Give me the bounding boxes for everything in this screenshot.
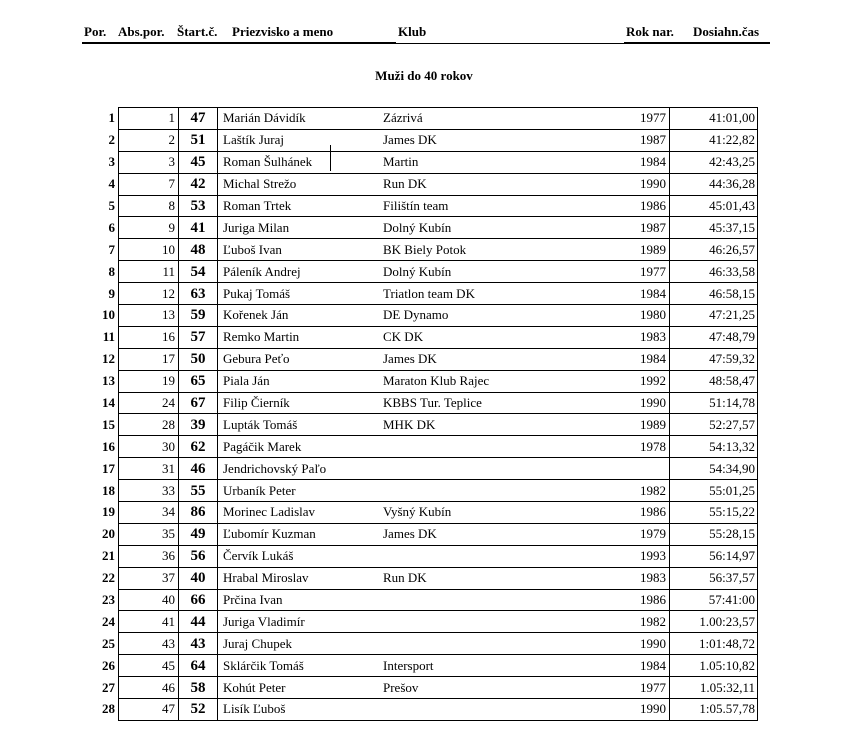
rank-cell: 27 (102, 679, 115, 695)
absolute-rank-cell: 28 (119, 414, 179, 436)
birth-year-cell: 1984 (612, 151, 670, 173)
start-number-cell: 54 (179, 261, 218, 283)
finish-time-cell: 51:14,78 (670, 392, 758, 414)
absolute-rank-cell: 16 (119, 326, 179, 348)
absolute-rank-cell: 36 (119, 545, 179, 567)
club-cell: Zázrivá (383, 108, 612, 130)
finish-time-cell: 47:21,25 (670, 305, 758, 327)
club-cell: MHK DK (383, 414, 612, 436)
table-row (80, 589, 758, 611)
start-number-cell: 67 (179, 392, 218, 414)
finish-time-cell: 55:15,22 (670, 502, 758, 524)
name-cell: Michal Strežo (218, 173, 384, 195)
club-cell: Dolný Kubín (383, 217, 612, 239)
start-number-cell: 59 (179, 305, 218, 327)
finish-time-cell: 45:01,43 (670, 195, 758, 217)
rank-cell: 3 (108, 154, 115, 170)
club-cell: KBBS Tur. Teplice (383, 392, 612, 414)
club-cell: James DK (383, 523, 612, 545)
club-cell: Vyšný Kubín (383, 502, 612, 524)
finish-time-cell: 1.05:32,11 (670, 677, 758, 699)
finish-time-cell: 54:34,90 (670, 458, 758, 480)
finish-time-cell: 1.05:10,82 (670, 655, 758, 677)
club-cell (383, 436, 612, 458)
club-cell: James DK (383, 348, 612, 370)
birth-year-cell (612, 458, 670, 480)
rank-cell: 11 (102, 329, 115, 345)
rank-cell: 22 (102, 570, 115, 586)
start-number-cell: 58 (179, 677, 218, 699)
rank-cell: 18 (102, 482, 115, 498)
start-number-cell: 52 (179, 699, 218, 721)
finish-time-cell: 57:41:00 (670, 589, 758, 611)
club-cell (383, 589, 612, 611)
name-cell: Morinec Ladislav (218, 502, 384, 524)
header-underline-right (624, 42, 770, 44)
start-number-cell: 47 (179, 108, 218, 130)
finish-time-cell: 55:01,25 (670, 480, 758, 502)
table-row (80, 677, 758, 699)
birth-year-cell: 1986 (612, 589, 670, 611)
birth-year-cell: 1990 (612, 633, 670, 655)
rank-cell: 8 (108, 263, 115, 279)
name-cell: Roman Šulhánek (218, 151, 384, 173)
rank-cell: 6 (108, 219, 115, 235)
absolute-rank-cell: 1 (119, 108, 179, 130)
rank-cell: 4 (108, 176, 115, 192)
rank-cell: 26 (102, 657, 115, 673)
rank-cell: 17 (102, 460, 115, 476)
birth-year-cell: 1980 (612, 305, 670, 327)
birth-year-cell: 1990 (612, 699, 670, 721)
table-row (80, 436, 758, 458)
birth-year-cell: 1977 (612, 108, 670, 130)
club-cell: Prešov (383, 677, 612, 699)
absolute-rank-cell: 2 (119, 129, 179, 151)
birth-year-cell: 1982 (612, 611, 670, 633)
birth-year-cell: 1977 (612, 261, 670, 283)
absolute-rank-cell: 3 (119, 151, 179, 173)
rank-cell: 12 (102, 351, 115, 367)
finish-time-cell: 1:01:48,72 (670, 633, 758, 655)
birth-year-cell: 1987 (612, 217, 670, 239)
table-row (80, 326, 758, 348)
header-time: Dosiahn.čas (693, 24, 760, 39)
absolute-rank-cell: 34 (119, 502, 179, 524)
birth-year-cell: 1989 (612, 239, 670, 261)
club-cell (383, 545, 612, 567)
header-underline-left (82, 42, 396, 44)
club-cell: Filištín team (383, 195, 612, 217)
start-number-cell: 49 (179, 523, 218, 545)
finish-time-cell: 54:13,32 (670, 436, 758, 458)
start-number-cell: 40 (179, 567, 218, 589)
name-cell: Juriga Vladimír (218, 611, 384, 633)
header-abs-por: Abs.por. (118, 24, 165, 39)
table-row (80, 261, 758, 283)
finish-time-cell: 48:58,47 (670, 370, 758, 392)
start-number-cell: 44 (179, 611, 218, 633)
absolute-rank-cell: 11 (119, 261, 179, 283)
birth-year-cell: 1983 (612, 567, 670, 589)
start-number-cell: 57 (179, 326, 218, 348)
name-cell: Urbaník Peter (218, 480, 384, 502)
table-row (80, 217, 758, 239)
absolute-rank-cell: 9 (119, 217, 179, 239)
absolute-rank-cell: 47 (119, 699, 179, 721)
name-cell: Roman Trtek (218, 195, 384, 217)
finish-time-cell: 1:05.57,78 (670, 699, 758, 721)
start-number-cell: 45 (179, 151, 218, 173)
start-number-cell: 56 (179, 545, 218, 567)
table-row (80, 611, 758, 633)
absolute-rank-cell: 13 (119, 305, 179, 327)
club-cell (383, 458, 612, 480)
name-cell: Pukaj Tomáš (218, 283, 384, 305)
name-cell: Pagáčik Marek (218, 436, 384, 458)
category-title: Muži do 40 rokov (375, 68, 473, 83)
absolute-rank-cell: 37 (119, 567, 179, 589)
absolute-rank-cell: 24 (119, 392, 179, 414)
table-row (80, 480, 758, 502)
absolute-rank-cell: 7 (119, 173, 179, 195)
club-cell (383, 611, 612, 633)
name-cell: Červík Lukáš (218, 545, 384, 567)
finish-time-cell: 46:26,57 (670, 239, 758, 261)
finish-time-cell: 45:37,15 (670, 217, 758, 239)
absolute-rank-cell: 31 (119, 458, 179, 480)
rank-cell: 20 (102, 526, 115, 542)
finish-time-cell: 42:43,25 (670, 151, 758, 173)
club-cell: CK DK (383, 326, 612, 348)
table-row (80, 129, 758, 151)
name-cell: Jendrichovský Paľo (218, 458, 384, 480)
absolute-rank-cell: 33 (119, 480, 179, 502)
birth-year-cell: 1983 (612, 326, 670, 348)
birth-year-cell: 1986 (612, 195, 670, 217)
table-row (80, 239, 758, 261)
rank-cell: 16 (102, 438, 115, 454)
start-number-cell: 46 (179, 458, 218, 480)
birth-year-cell: 1989 (612, 414, 670, 436)
finish-time-cell: 47:48,79 (670, 326, 758, 348)
rank-cell: 9 (108, 285, 115, 301)
absolute-rank-cell: 19 (119, 370, 179, 392)
table-row (80, 414, 758, 436)
table-row (80, 195, 758, 217)
rank-cell: 23 (102, 592, 115, 608)
rank-cell: 21 (102, 548, 115, 564)
finish-time-cell: 56:14,97 (670, 545, 758, 567)
rank-cell: 7 (108, 241, 115, 257)
start-number-cell: 50 (179, 348, 218, 370)
header-name: Priezvisko a meno (232, 24, 334, 39)
club-cell: Run DK (383, 173, 612, 195)
start-number-cell: 42 (179, 173, 218, 195)
start-number-cell: 48 (179, 239, 218, 261)
absolute-rank-cell: 45 (119, 655, 179, 677)
absolute-rank-cell: 8 (119, 195, 179, 217)
birth-year-cell: 1990 (612, 392, 670, 414)
start-number-cell: 51 (179, 129, 218, 151)
name-cell: Prčina Ivan (218, 589, 384, 611)
birth-year-cell: 1984 (612, 655, 670, 677)
birth-year-cell: 1977 (612, 677, 670, 699)
birth-year-cell: 1992 (612, 370, 670, 392)
start-number-cell: 55 (179, 480, 218, 502)
finish-time-cell: 52:27,57 (670, 414, 758, 436)
club-cell: Dolný Kubín (383, 261, 612, 283)
finish-time-cell: 47:59,32 (670, 348, 758, 370)
name-cell: Marián Dávidík (218, 108, 384, 130)
start-number-cell: 41 (179, 217, 218, 239)
rank-cell: 10 (102, 307, 115, 323)
start-number-cell: 64 (179, 655, 218, 677)
header-underline-club (396, 43, 624, 44)
absolute-rank-cell: 12 (119, 283, 179, 305)
finish-time-cell: 41:01,00 (670, 108, 758, 130)
absolute-rank-cell: 43 (119, 633, 179, 655)
table-row (80, 173, 758, 195)
club-cell (383, 480, 612, 502)
finish-time-cell: 44:36,28 (670, 173, 758, 195)
name-cell: Gebura Peťo (218, 348, 384, 370)
finish-time-cell: 41:22,82 (670, 129, 758, 151)
club-cell (383, 699, 612, 721)
club-cell: Maraton Klub Rajec (383, 370, 612, 392)
absolute-rank-cell: 41 (119, 611, 179, 633)
rank-cell: 19 (102, 504, 115, 520)
table-row (80, 370, 758, 392)
finish-time-cell: 56:37,57 (670, 567, 758, 589)
birth-year-cell: 1984 (612, 283, 670, 305)
club-cell: Run DK (383, 567, 612, 589)
header-club: Klub (398, 24, 427, 39)
birth-year-cell: 1987 (612, 129, 670, 151)
absolute-rank-cell: 46 (119, 677, 179, 699)
name-cell: Kořenek Ján (218, 305, 384, 327)
finish-time-cell: 1.00:23,57 (670, 611, 758, 633)
rank-cell: 13 (102, 373, 115, 389)
birth-year-cell: 1979 (612, 523, 670, 545)
absolute-rank-cell: 40 (119, 589, 179, 611)
start-number-cell: 66 (179, 589, 218, 611)
name-cell: Remko Martin (218, 326, 384, 348)
club-cell: BK Biely Potok (383, 239, 612, 261)
name-cell: Piala Ján (218, 370, 384, 392)
start-number-cell: 53 (179, 195, 218, 217)
table-row (80, 151, 758, 173)
name-cell: Lisík Ľuboš (218, 699, 384, 721)
rank-cell: 25 (102, 635, 115, 651)
birth-year-cell: 1993 (612, 545, 670, 567)
rank-cell: 1 (108, 110, 115, 126)
birth-year-cell: 1984 (612, 348, 670, 370)
finish-time-cell: 46:33,58 (670, 261, 758, 283)
absolute-rank-cell: 17 (119, 348, 179, 370)
name-cell: Sklárčik Tomáš (218, 655, 384, 677)
name-cell: Kohút Peter (218, 677, 384, 699)
header-por: Por. (84, 24, 107, 39)
name-cell: Ľubomír Kuzman (218, 523, 384, 545)
name-cell: Ľuboš Ivan (218, 239, 384, 261)
name-cell: Filip Čierník (218, 392, 384, 414)
table-row (80, 567, 758, 589)
rank-cell: 14 (102, 395, 115, 411)
name-cell: Juriga Milan (218, 217, 384, 239)
name-cell: Hrabal Miroslav (218, 567, 384, 589)
birth-year-cell: 1982 (612, 480, 670, 502)
rank-cell: 5 (108, 198, 115, 213)
club-cell (383, 633, 612, 655)
name-cell: Laštík Juraj (218, 129, 384, 151)
header-start-number: Štart.č. (177, 24, 218, 39)
start-number-cell: 39 (179, 414, 218, 436)
name-cell: Páleník Andrej (218, 261, 384, 283)
table-row (80, 108, 758, 130)
table-row (80, 655, 758, 677)
rank-cell: 2 (108, 132, 115, 148)
name-cell: Juraj Chupek (218, 633, 384, 655)
table-row (80, 458, 758, 480)
start-number-cell: 63 (179, 283, 218, 305)
table-row (80, 348, 758, 370)
finish-time-cell: 55:28,15 (670, 523, 758, 545)
rank-cell: 24 (102, 613, 115, 629)
start-number-cell: 86 (179, 502, 218, 524)
table-row (80, 545, 758, 567)
club-cell: DE Dynamo (383, 305, 612, 327)
name-cell: Lupták Tomáš (218, 414, 384, 436)
table-row (80, 502, 758, 524)
text-cursor (330, 145, 331, 171)
club-cell: Martin (383, 151, 612, 173)
finish-time-cell: 46:58,15 (670, 283, 758, 305)
absolute-rank-cell: 35 (119, 523, 179, 545)
absolute-rank-cell: 10 (119, 239, 179, 261)
header-year: Rok nar. (626, 24, 674, 39)
table-row (80, 283, 758, 305)
absolute-rank-cell: 30 (119, 436, 179, 458)
club-cell: James DK (383, 129, 612, 151)
results-table (80, 107, 758, 721)
start-number-cell: 43 (179, 633, 218, 655)
birth-year-cell: 1990 (612, 173, 670, 195)
start-number-cell: 62 (179, 436, 218, 458)
club-cell: Intersport (383, 655, 612, 677)
table-row (80, 633, 758, 655)
rank-cell: 28 (102, 701, 115, 717)
start-number-cell: 65 (179, 370, 218, 392)
rank-cell: 15 (102, 416, 115, 432)
club-cell: Triatlon team DK (383, 283, 612, 305)
table-row (80, 305, 758, 327)
table-row (80, 699, 758, 721)
table-row (80, 392, 758, 414)
table-row (80, 523, 758, 545)
birth-year-cell: 1978 (612, 436, 670, 458)
birth-year-cell: 1986 (612, 502, 670, 524)
